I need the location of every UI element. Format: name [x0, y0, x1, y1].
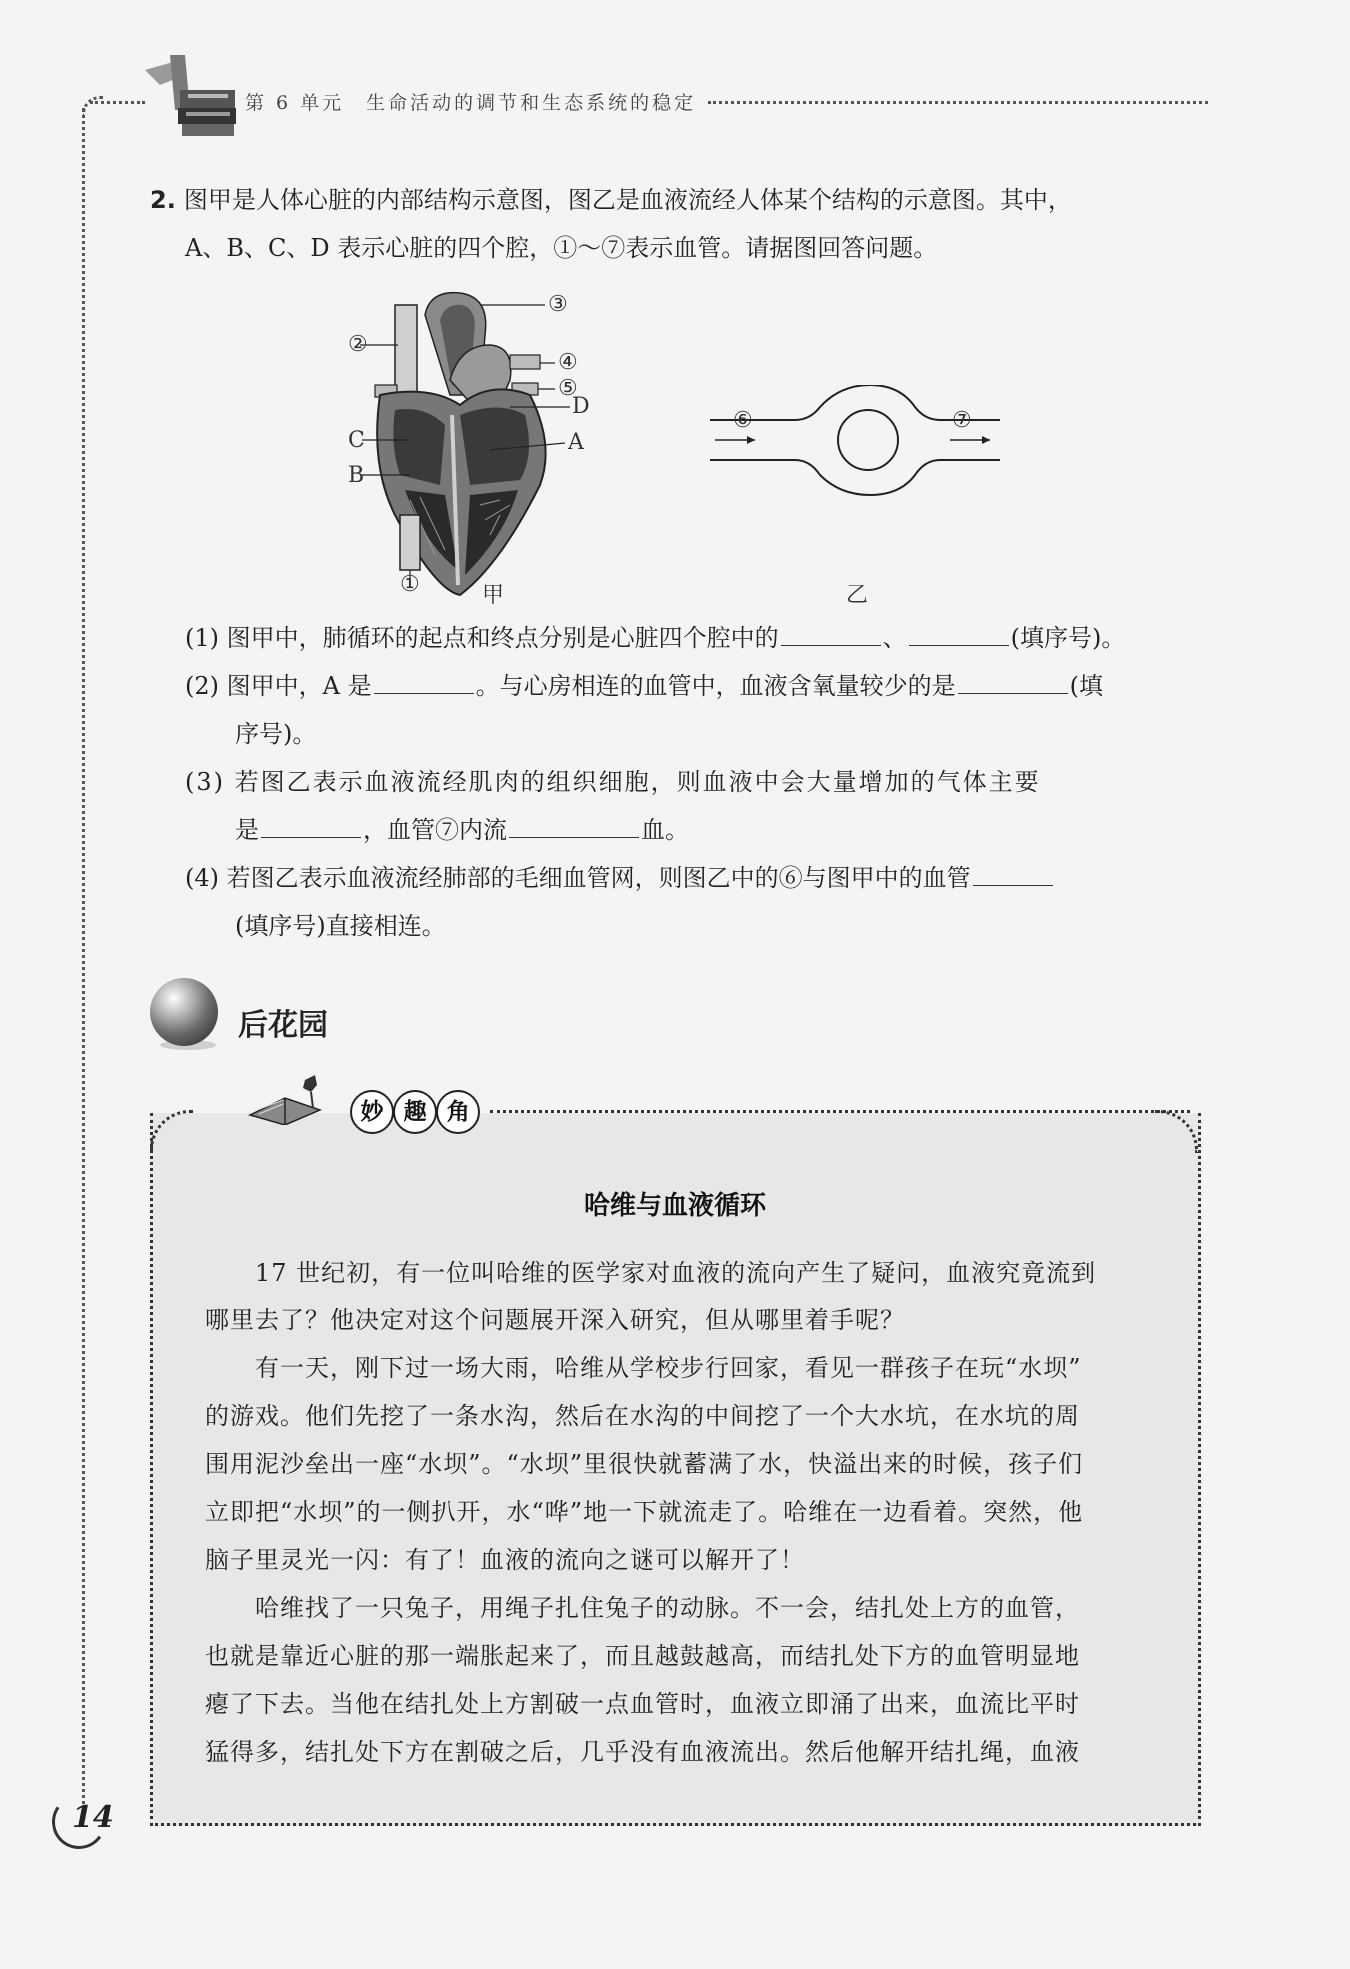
heart-label-3: ③	[548, 292, 568, 317]
answer-blank[interactable]	[958, 692, 1068, 694]
answer-blank[interactable]	[261, 836, 361, 838]
subquestion-1-tail: (填序号)。	[1010, 624, 1126, 652]
heart-diagram	[340, 285, 640, 605]
page-number: 14	[72, 1800, 114, 1835]
subquestion-3-b: 是	[235, 816, 259, 844]
question-line-1	[150, 180, 1072, 215]
story-line: 哈维找了一只兔子，用绳子扎住兔子的动脉。不一会，结扎处上方的血管，	[255, 1594, 1080, 1622]
heart-label-B: B	[348, 463, 365, 488]
subquestion-1-text: (1) 图甲中，肺循环的起点和终点分别是心脏四个腔中的	[185, 624, 779, 652]
story-line: 立即把“水坝”的一侧扒开，水“哗”地一下就流走了。哈维在一边看着。突然，他	[205, 1498, 1084, 1526]
story-line: 围用泥沙垒出一座“水坝”。“水坝”里很快就蓄满了水，快溢出来的时候，孩子们	[205, 1450, 1084, 1478]
question-text-2: A、B、C、D 表示心脏的四个腔，①～⑦表示血管。请据图回答问题。	[185, 234, 938, 262]
vessel-label-6: ⑥	[733, 408, 753, 433]
story-line: 脑子里灵光一闪：有了！血液的流向之谜可以解开了！	[205, 1546, 805, 1574]
question-number: 2.	[150, 186, 176, 214]
subquestion-2	[185, 666, 1103, 701]
answer-blank[interactable]	[509, 836, 639, 838]
vessel-label-7: ⑦	[952, 408, 972, 433]
sphere-icon	[150, 978, 218, 1046]
subquestion-3-cont	[235, 810, 689, 845]
badge-char: 妙	[350, 1090, 394, 1134]
section-title: 后花园	[238, 1008, 328, 1043]
story-line: 哪里去了？他决定对这个问题展开深入研究，但从哪里着手呢？	[205, 1306, 905, 1334]
header-rule-left	[90, 101, 145, 104]
answer-blank[interactable]	[781, 644, 881, 646]
subquestion-4	[185, 858, 1055, 893]
heart-label-C: C	[348, 428, 365, 453]
subquestion-4-text: (4) 若图乙表示血液流经肺部的毛细血管网，则图乙中的⑥与图甲中的血管	[185, 864, 971, 892]
subquestion-1	[185, 618, 1125, 653]
heart-label-5: ⑤	[558, 376, 578, 401]
heart-label-2: ②	[348, 332, 368, 357]
subquestion-4-cont: (填序号)直接相连。	[235, 912, 446, 940]
subquestion-2-mid: 。与心房相连的血管中，血液含氧量较少的是	[475, 672, 956, 700]
box-top-rule	[490, 1110, 1190, 1113]
badge-char: 趣	[393, 1090, 437, 1134]
heart-label-D: D	[572, 394, 590, 419]
story-line: 猛得多，结扎处下方在割破之后，几乎没有血液流出。然后他解开结扎绳，血液	[205, 1738, 1080, 1766]
subquestion-3: (3) 若图乙表示血液流经肌肉的组织细胞，则血液中会大量增加的气体主要	[185, 768, 1041, 796]
margin-rule	[82, 108, 85, 1818]
book-icon	[245, 1070, 335, 1125]
badge-char: 角	[436, 1090, 480, 1134]
story-line: 17 世纪初，有一位叫哈维的医学家对血液的流向产生了疑问，血液究竟流到	[255, 1259, 1097, 1287]
capillary-diagram	[700, 385, 1010, 515]
subquestion-2-cont: 序号)。	[235, 720, 317, 748]
vessel-caption: 乙	[846, 583, 869, 608]
story-line: 的游戏。他们先挖了一条水沟，然后在水沟的中间挖了一个大水坑，在水坑的周	[205, 1402, 1080, 1430]
subquestion-2-tail: (填	[1069, 672, 1103, 700]
heart-caption: 甲	[482, 583, 505, 608]
subquestion-1-sep: 、	[882, 624, 907, 652]
answer-blank[interactable]	[909, 644, 1009, 646]
heart-label-1: ①	[400, 572, 420, 597]
subquestion-2-text: (2) 图甲中，A 是	[185, 672, 372, 700]
header-title: 第 6 单元 生命活动的调节和生态系统的稳定	[245, 92, 697, 114]
question-text-1: 图甲是人体心脏的内部结构示意图，图乙是血液流经人体某个结构的示意图。其中，	[183, 186, 1072, 214]
story-line: 瘪了下去。当他在结扎处上方割破一点血管时，血液立即涌了出来，血流比平时	[205, 1690, 1080, 1718]
answer-blank[interactable]	[374, 692, 474, 694]
story-line: 也就是靠近心脏的那一端胀起来了，而且越鼓越高，而结扎处下方的血管明显地	[205, 1642, 1080, 1670]
heart-label-4: ④	[558, 350, 578, 375]
unit-logo-icon	[140, 50, 240, 140]
subquestion-3-d: 血。	[641, 816, 689, 844]
subquestion-3-c: ，血管⑦内流	[363, 816, 507, 844]
story-title: 哈维与血液循环	[583, 1191, 766, 1221]
badge-group	[350, 1090, 474, 1134]
header-rule-right	[708, 101, 1208, 104]
answer-blank[interactable]	[973, 884, 1053, 886]
story-line: 有一天，刚下过一场大雨，哈维从学校步行回家，看见一群孩子在玩“水坝”	[255, 1354, 1082, 1382]
heart-label-A: A	[568, 430, 584, 455]
